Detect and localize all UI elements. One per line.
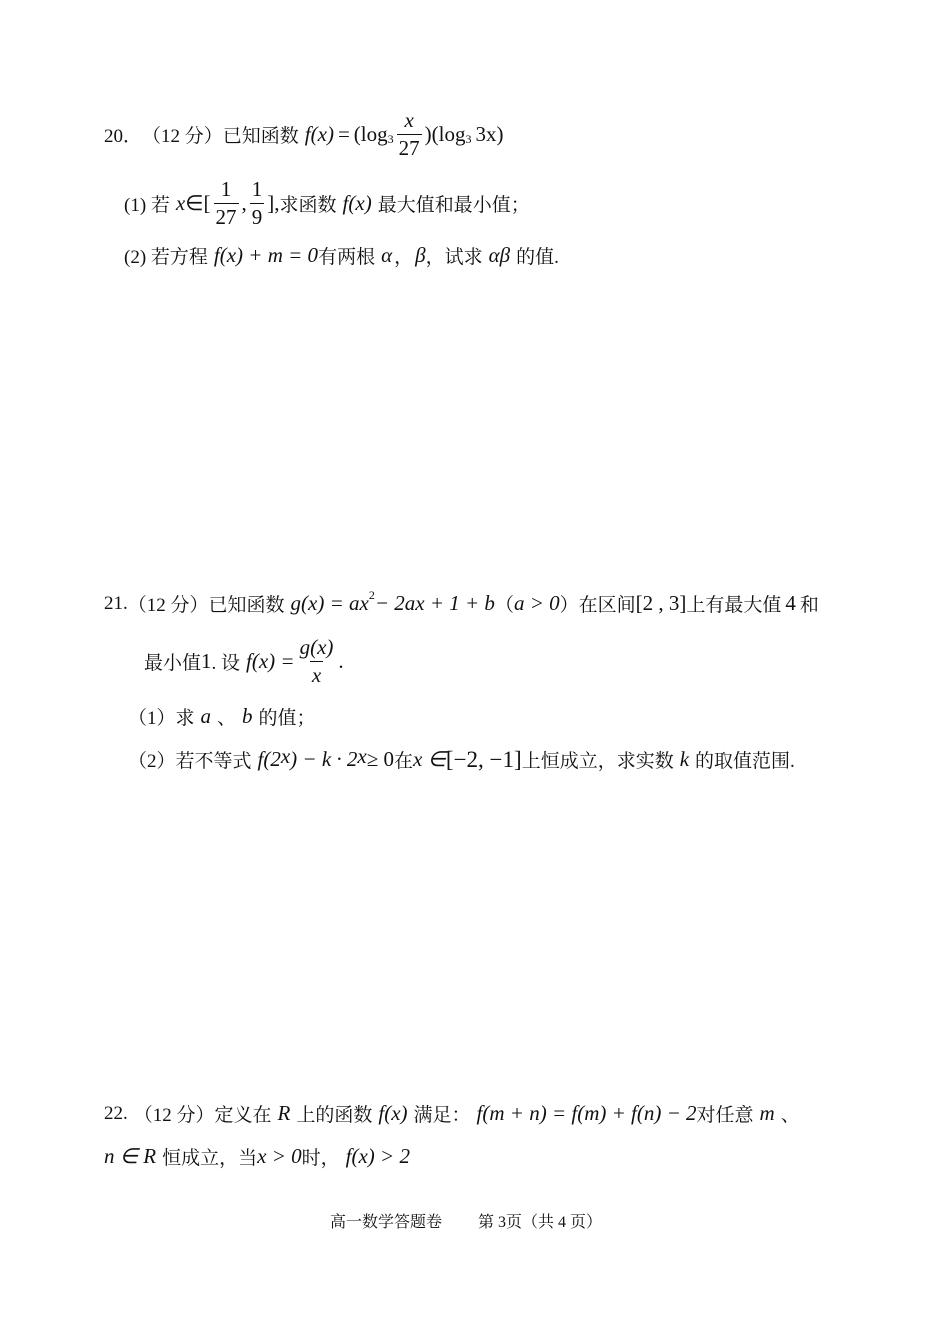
q21-part1	[128, 703, 316, 730]
q21-frac-den: x	[311, 663, 322, 687]
q21-min-val: 1	[201, 649, 212, 673]
q21-p1-b: b	[242, 704, 253, 728]
q20-fx: f(x)	[304, 122, 334, 146]
q22-line2-ineq: f(x) > 2	[345, 1144, 410, 1168]
q22-line2-cond: x > 0	[257, 1144, 302, 1168]
q21-p1-sep: 、	[217, 708, 237, 729]
q21-min-text: 最小值	[144, 653, 202, 674]
footer-title: 高一数学答题卷	[330, 1214, 443, 1231]
q22-fx: f(x)	[378, 1101, 408, 1125]
q20-p2-label: (2) 若方程	[124, 247, 208, 268]
q21-cond-close: ）	[559, 595, 579, 616]
q20-p1-x: x	[175, 191, 186, 215]
q20-p1-text: 求函数	[279, 195, 337, 216]
q20-p1-fx: f(x)	[342, 191, 372, 215]
q20-p2-ab: αβ	[488, 243, 511, 267]
q22-stem	[104, 1100, 800, 1127]
q21-stem-2	[144, 635, 344, 688]
q21-p1-tail: 的值；	[258, 708, 316, 729]
q20-p1-frac2-den: 9	[251, 205, 263, 229]
q21-p2-expr1: f(2	[257, 747, 281, 771]
q21-intro: 已知函数	[208, 595, 285, 616]
q22-number: 22.	[104, 1102, 128, 1124]
q21-dot: .	[338, 649, 344, 673]
page-footer	[330, 1209, 602, 1232]
q20-p2-tail2: 的值.	[516, 247, 559, 268]
q20-log-tail: 3x)	[475, 122, 504, 146]
q22-stem-2	[104, 1143, 410, 1170]
q20-p2-beta: β	[415, 243, 426, 267]
footer-page-number: 第 3页（共 4 页）	[478, 1214, 603, 1231]
q20-p2-sep: ，	[394, 247, 414, 268]
q22-n-in-R: n ∈ R	[104, 1144, 157, 1168]
q22-on: 上的函数	[296, 1105, 373, 1126]
q21-rest: − 2ax + 1 + b	[374, 591, 495, 615]
q21-p2-k: k	[679, 747, 690, 771]
q21-frac-num: g(x)	[299, 635, 334, 659]
q20-eq: =	[337, 122, 350, 146]
q22-sep: 、	[780, 1105, 800, 1126]
q21-p1-label: （1）求	[128, 708, 195, 729]
q20-p1-frac2-num: 1	[251, 177, 263, 201]
q21-points: （12 分）	[127, 595, 209, 616]
q22-equation: f(m + n) = f(m) + f(n) − 2	[476, 1101, 697, 1125]
q20-log-base-2: 3	[465, 132, 472, 146]
q21-cond: a > 0	[513, 591, 560, 615]
q22-points: （12 分）	[133, 1105, 215, 1126]
q20-p2-text: 有两根	[318, 247, 376, 268]
q21-fx-def: f(x) =	[246, 649, 295, 673]
q21-interval-text: 在区间	[578, 595, 636, 616]
q21-p2-label: （2）若不等式	[128, 751, 252, 772]
q20-p2-expr: f(x) + m = 0	[213, 243, 319, 267]
q21-p2-x: x ∈	[413, 747, 446, 771]
q21-p2-expr3: ≥ 0	[366, 747, 395, 771]
q20-p2-alpha: α	[381, 243, 393, 267]
q20-p1-frac1	[214, 177, 239, 230]
q21-stem	[104, 590, 819, 617]
q21-p2-expr2: ) − k · 2	[290, 747, 358, 771]
q21-part2	[128, 746, 795, 773]
q21-p2-exp2: x	[357, 744, 367, 768]
q20-p1-tail: 最大值和最小值；	[377, 195, 530, 216]
q20-part1	[124, 177, 530, 230]
q21-number: 21.	[104, 592, 128, 614]
q20-fraction	[397, 108, 422, 161]
q20-p1-frac1-num: 1	[220, 177, 232, 201]
q20-p2-tail1: ，试求	[425, 247, 483, 268]
q21-p2-tail: 的取值范围.	[695, 751, 795, 772]
q21-max-text: 上有最大值	[686, 595, 782, 616]
q21-and: 和	[799, 595, 819, 616]
q22-any: 对任意	[696, 1105, 754, 1126]
q20-p1-close: ],	[267, 191, 280, 215]
q21-max-val: 4	[785, 591, 796, 615]
q21-p2-in: 在	[394, 751, 414, 772]
q21-p2-range: [−2, −1]	[445, 746, 522, 772]
q21-cond-open: （	[494, 595, 514, 616]
q20-p1-in: ∈[	[185, 191, 211, 215]
q20-part2	[124, 242, 559, 269]
q20-log-mid: )(log	[424, 122, 466, 146]
q22-line2-when: 时，	[301, 1148, 340, 1169]
q21-p2-exp1: x	[280, 744, 291, 768]
q20-points: （12 分）	[142, 126, 223, 147]
q20-frac-num: x	[404, 108, 414, 132]
q21-square: 2	[368, 588, 375, 602]
q20-log-open: (log	[353, 122, 388, 146]
q20-p1-label: (1) 若	[124, 195, 170, 216]
q22-satisfies: 满足：	[413, 1105, 471, 1126]
q22-m: m	[759, 1101, 775, 1125]
q20-stem	[104, 108, 503, 161]
q20-log-base: 3	[387, 132, 394, 146]
q21-fraction	[298, 635, 336, 688]
q21-interval: [2 , 3]	[635, 591, 687, 615]
q20-p1-frac1-den: 27	[215, 205, 237, 229]
q22-intro: 定义在	[214, 1105, 272, 1126]
q22-line2-text: 恒成立，当	[162, 1148, 258, 1169]
q20-number: 20．	[104, 126, 143, 147]
q20-p1-comma: ,	[241, 191, 247, 215]
q20-frac-den: 27	[398, 136, 420, 160]
q21-p1-a: a	[200, 704, 212, 728]
q21-p2-text: 上恒成立，求实数	[521, 751, 674, 772]
q20-intro: 已知函数	[222, 126, 299, 147]
q21-set-text: . 设	[211, 653, 241, 674]
q21-gx: g(x) = ax	[290, 591, 369, 615]
q22-R: R	[277, 1101, 291, 1125]
q20-p1-frac2	[250, 177, 265, 230]
